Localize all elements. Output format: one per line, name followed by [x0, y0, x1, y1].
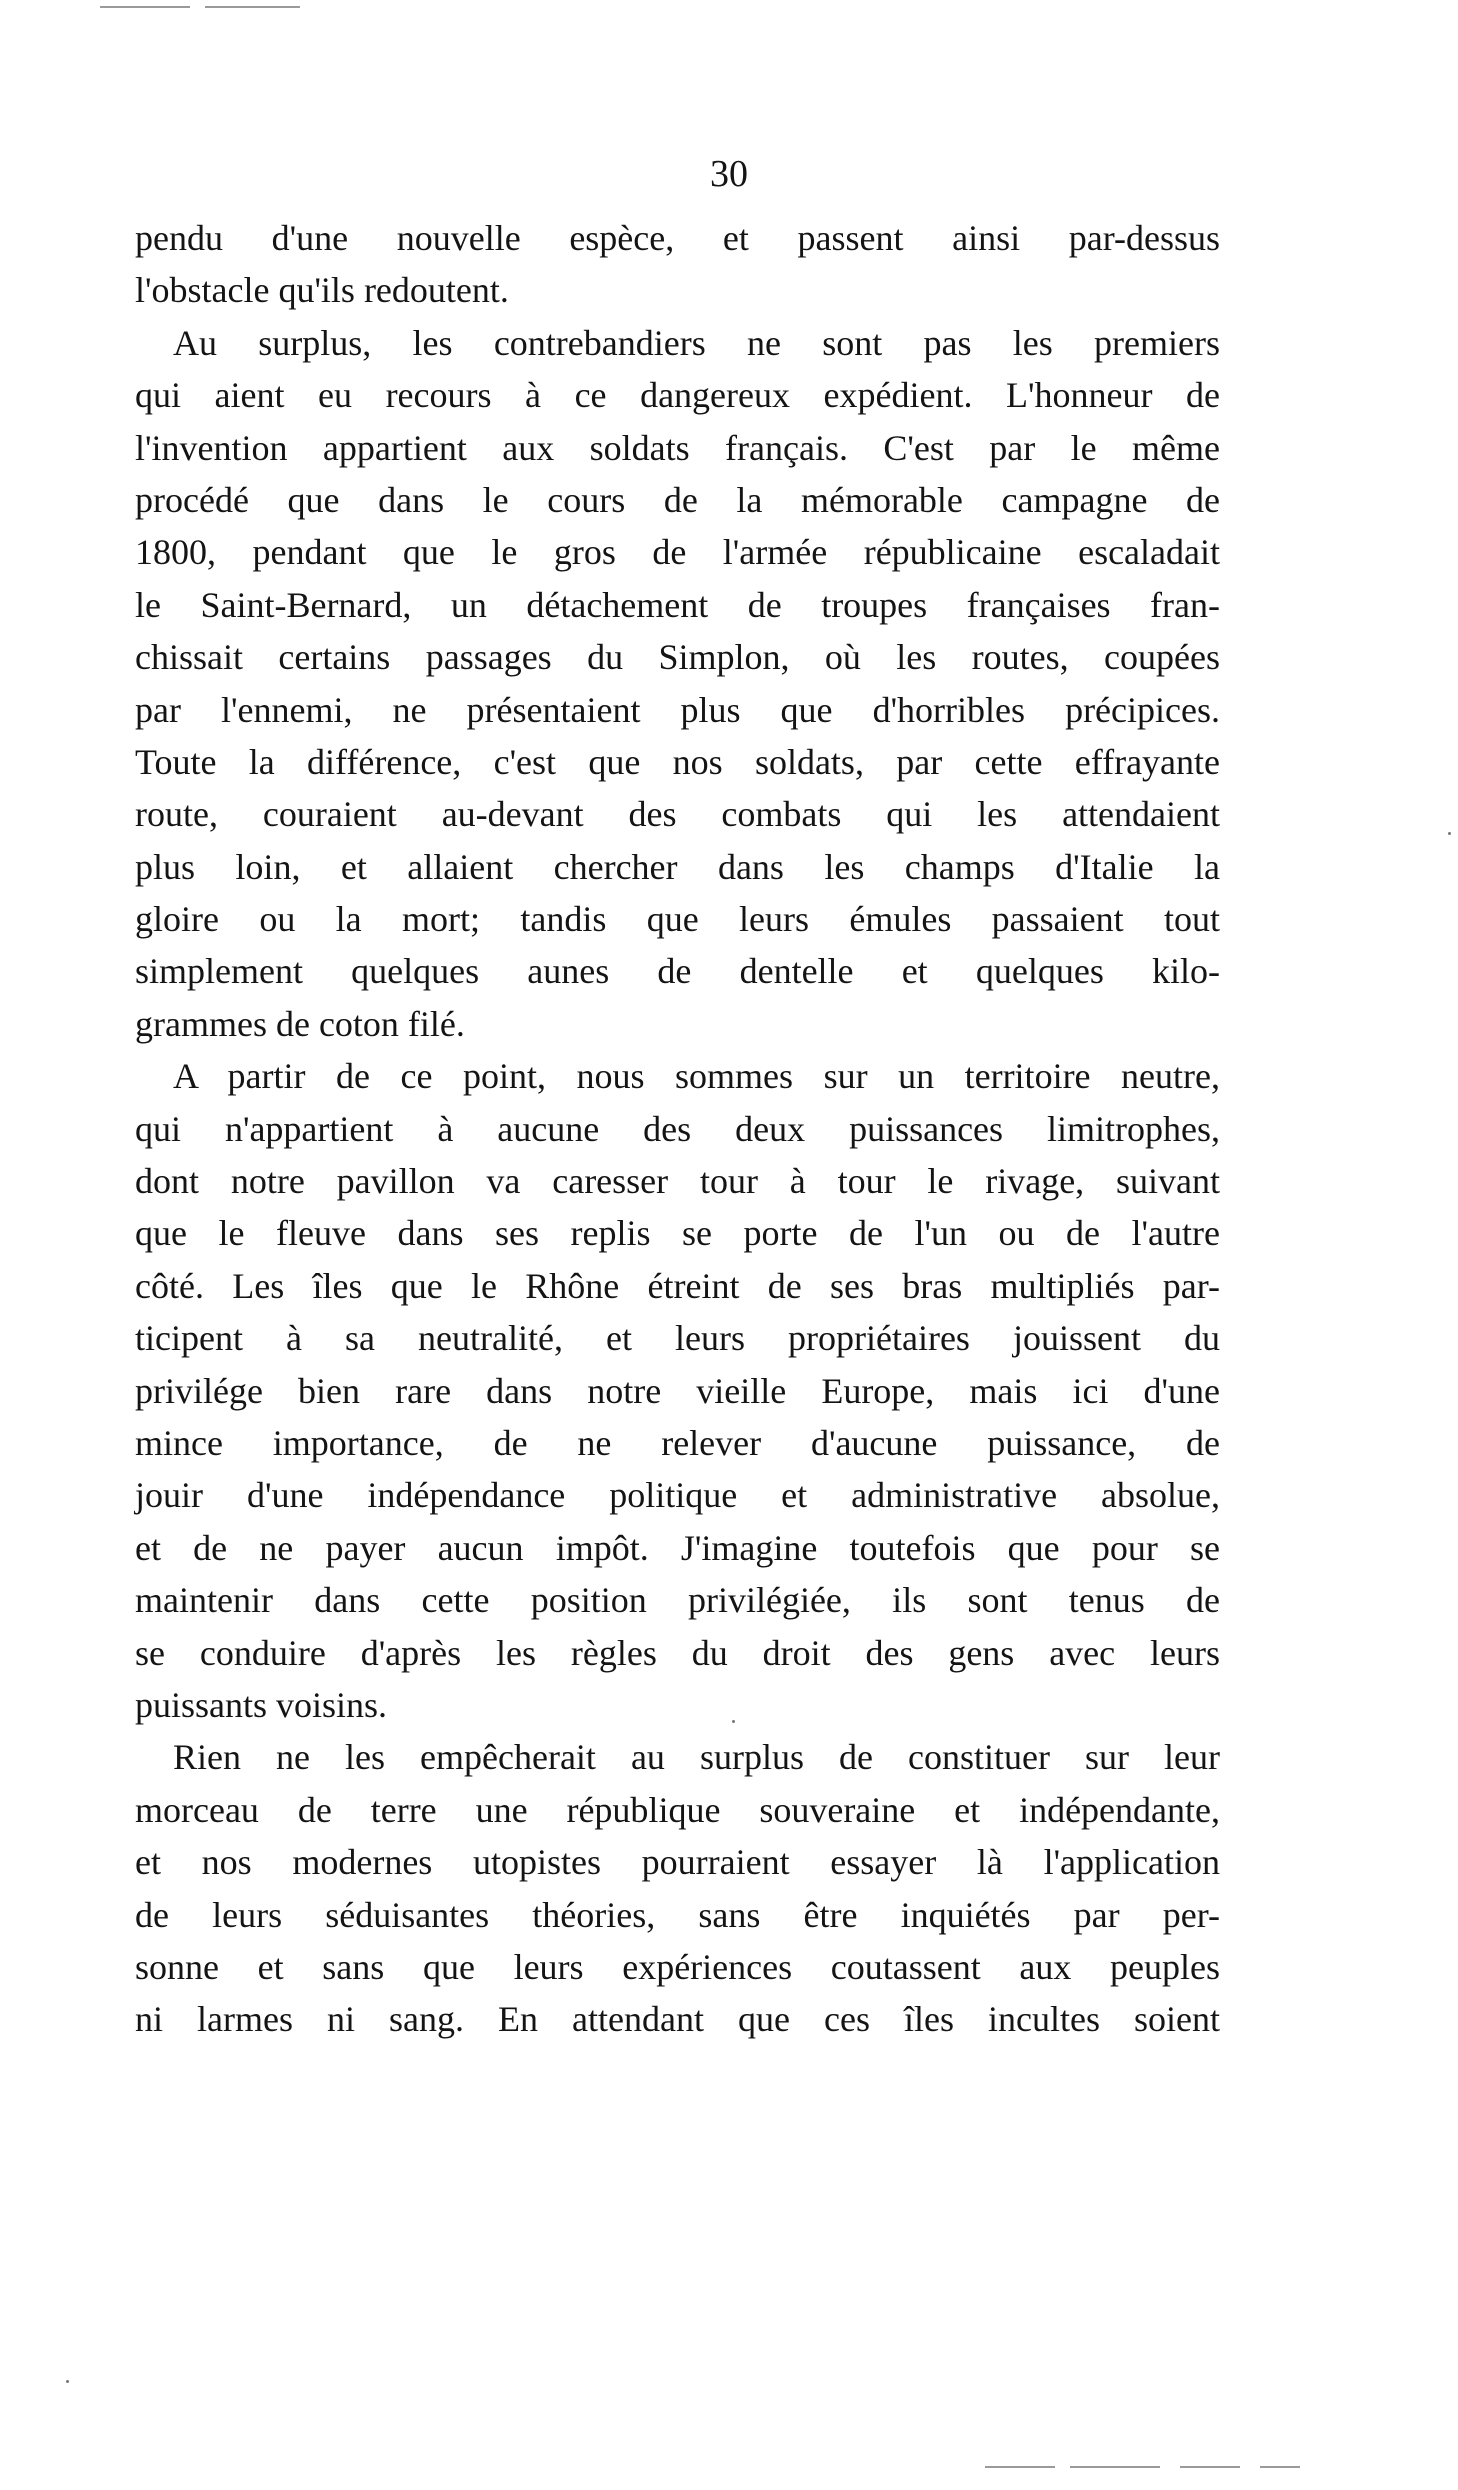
bottom-edge-rule [1070, 2466, 1160, 2468]
text-line: Toute la différence, c'est que nos soldats, par cette effrayante [135, 741, 1220, 782]
text-line: route, couraient au-devant des combats qui les attendaient [135, 794, 1220, 835]
text-line: qui n'appartient à aucune des deux puissances limitrophes, [135, 1108, 1220, 1149]
text-line: par l'ennemi, ne présentaient plus que d'horribles précipices. [135, 689, 1220, 730]
text-line: ticipent à sa neutralité, et leurs propriétaires jouissent du [135, 1318, 1220, 1359]
page-number: 30 [710, 153, 748, 195]
body-text [135, 212, 1220, 2046]
text-line: simplement quelques aunes de dentelle et quelques kilo- [135, 951, 1220, 992]
text-line: ni larmes ni sang. En attendant que ces îles incultes soient [135, 1999, 1220, 2040]
text-line: Rien ne les empêcherait au surplus de constituer sur leur [173, 1737, 1220, 1778]
text-line: sonne et sans que leurs expériences coutassent aux peuples [135, 1946, 1220, 1987]
text-line: pendu d'une nouvelle espèce, et passent ainsi par-dessus [135, 218, 1220, 258]
text-line: et de ne payer aucun impôt. J'imagine toutefois que pour se [135, 1527, 1220, 1568]
text-line: de leurs séduisantes théories, sans être inquiétés par per- [135, 1894, 1220, 1935]
text-line: côté. Les îles que le Rhône étreint de ses bras multipliés par- [135, 1265, 1220, 1306]
text-line: l'invention appartient aux soldats français. C'est par le même [135, 427, 1220, 468]
text-line: qui aient eu recours à ce dangereux expédient. L'honneur de [135, 375, 1220, 416]
paper-speck [66, 2380, 69, 2383]
text-line: puissants voisins. [135, 1684, 388, 1725]
text-line: maintenir dans cette position privilégiée, ils sont tenus de [135, 1580, 1220, 1621]
text-line: procédé que dans le cours de la mémorable campagne de [135, 479, 1220, 520]
text-line: que le fleuve dans ses replis se porte de l'un ou de l'autre [135, 1213, 1220, 1254]
paper-speck [1448, 832, 1451, 835]
text-line: gloire ou la mort; tandis que leurs émules passaient tout [135, 899, 1220, 940]
paragraph [135, 1731, 1220, 2045]
text-line: l'obstacle qu'ils redoutent. [135, 270, 509, 311]
top-edge-rule [205, 6, 300, 8]
text-line: grammes de coton filé. [135, 1003, 465, 1044]
text-line: morceau de terre une république souveraine et indépendante, [135, 1789, 1220, 1830]
bottom-edge-rule [1260, 2466, 1300, 2468]
paragraph [135, 212, 1220, 317]
bottom-edge-rule [1180, 2466, 1240, 2468]
text-line: plus loin, et allaient chercher dans les champs d'Italie la [135, 846, 1220, 887]
text-line: privilége bien rare dans notre vieille Europe, mais ici d'une [135, 1370, 1220, 1411]
text-line: se conduire d'après les règles du droit des gens avec leurs [135, 1632, 1220, 1673]
text-line: mince importance, de ne relever d'aucune puissance, de [135, 1422, 1220, 1463]
top-edge-rule [100, 6, 190, 8]
paragraph [135, 1050, 1220, 1731]
text-line: jouir d'une indépendance politique et administrative absolue, [135, 1475, 1220, 1516]
text-line: dont notre pavillon va caresser tour à tour le rivage, suivant [135, 1161, 1220, 1202]
bottom-edge-rule [985, 2466, 1055, 2468]
text-line: 1800, pendant que le gros de l'armée républicaine escaladait [135, 532, 1220, 573]
text-line: A partir de ce point, nous sommes sur un territoire neutre, [173, 1056, 1220, 1097]
text-line: le Saint-Bernard, un détachement de troupes françaises fran- [135, 584, 1220, 625]
text-line: et nos modernes utopistes pourraient essayer là l'application [135, 1842, 1220, 1883]
text-line: chissait certains passages du Simplon, où les routes, coupées [135, 637, 1220, 678]
text-line: Au surplus, les contrebandiers ne sont pas les premiers [173, 322, 1220, 363]
paragraph [135, 317, 1220, 1050]
